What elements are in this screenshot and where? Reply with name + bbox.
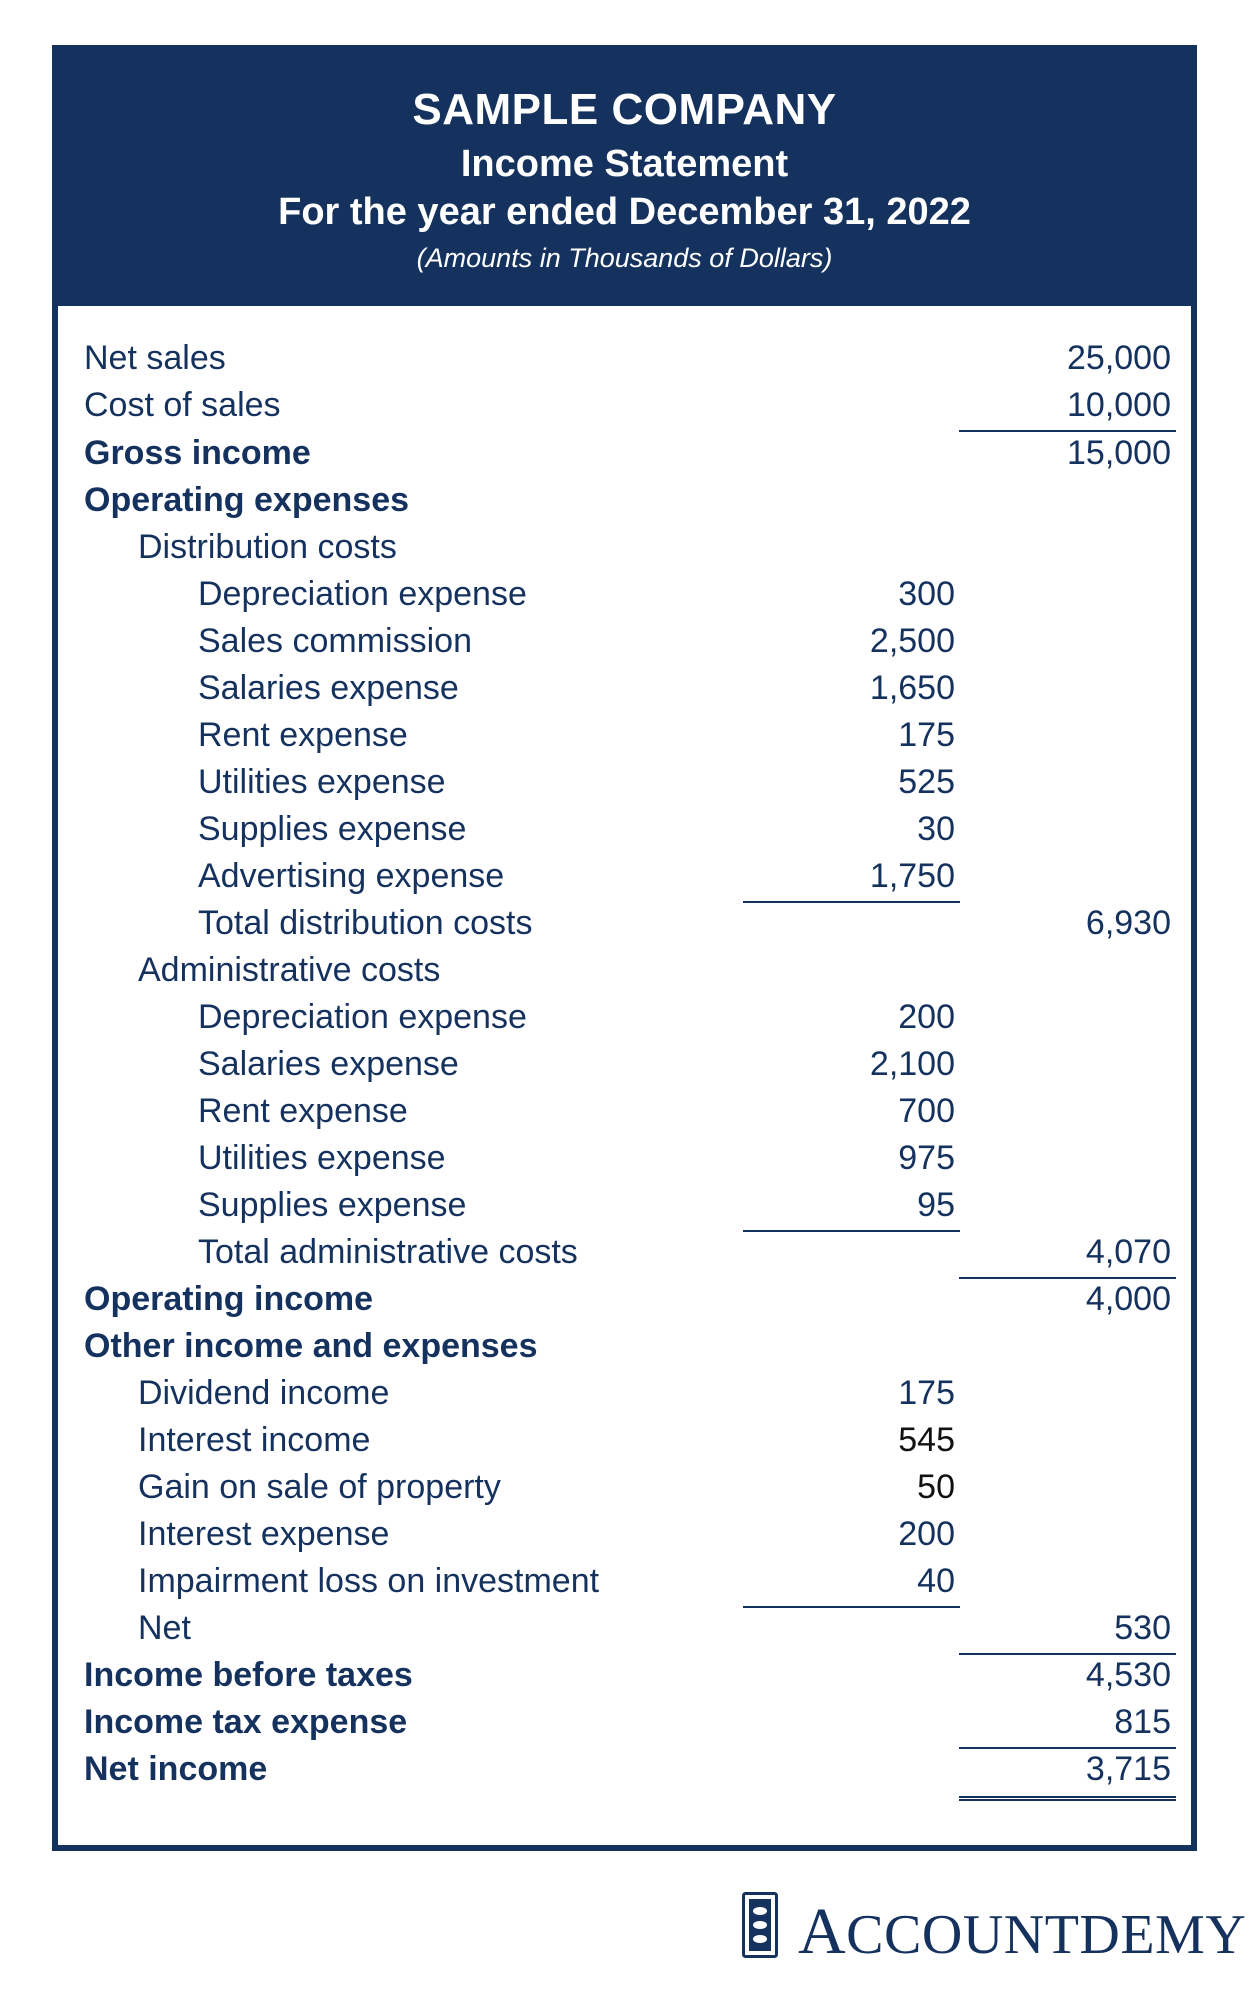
row-salaries-expense [58, 669, 1191, 717]
row-amount: 1,650 [869, 669, 955, 707]
row-amount: 525 [898, 763, 955, 801]
row-total: 815 [1114, 1703, 1171, 1741]
row-label: Distribution costs [138, 528, 397, 566]
row-total: 3,715 [1085, 1750, 1171, 1788]
row-utilities-expense [58, 763, 1191, 811]
row-net-sales [58, 339, 1191, 387]
row-label: Rent expense [198, 716, 408, 754]
subtotal-rule [959, 430, 1176, 432]
row-salaries-expense [58, 1045, 1191, 1093]
row-interest-expense [58, 1515, 1191, 1563]
row-total: 4,000 [1085, 1280, 1171, 1318]
row-label: Income before taxes [84, 1656, 413, 1694]
row-label: Interest expense [138, 1515, 390, 1553]
company-name: SAMPLE COMPANY [412, 85, 837, 134]
row-amount: 545 [898, 1421, 955, 1459]
accountdemy-logo [742, 1886, 1247, 1968]
row-label: Advertising expense [198, 857, 505, 895]
amounts-note: (Amounts in Thousands of Dollars) [416, 243, 833, 273]
row-label: Salaries expense [198, 1045, 459, 1083]
row-label: Gross income [84, 434, 311, 472]
subtotal-rule [959, 1653, 1176, 1655]
row-label: Salaries expense [198, 669, 459, 707]
row-label: Rent expense [198, 1092, 408, 1130]
row-amount: 2,500 [869, 622, 955, 660]
row-advertising-expense [58, 857, 1191, 905]
statement-header [58, 51, 1191, 306]
logo-rest: CCOUNTDEMY [846, 1904, 1247, 1966]
row-gross-income [58, 434, 1191, 482]
row-amount: 95 [917, 1186, 955, 1224]
statement-period: For the year ended December 31, 2022 [278, 191, 971, 233]
row-depreciation-expense [58, 575, 1191, 623]
row-distribution-costs-heading [58, 528, 1191, 576]
row-label: Supplies expense [198, 810, 467, 848]
row-dividend-income [58, 1374, 1191, 1422]
statement-title: Income Statement [460, 143, 789, 185]
row-label: Utilities expense [198, 1139, 446, 1177]
row-income-tax-expense [58, 1703, 1191, 1751]
row-amount: 50 [917, 1468, 955, 1506]
row-impairment-loss [58, 1562, 1191, 1610]
row-label: Depreciation expense [198, 998, 527, 1036]
row-utilities-expense [58, 1139, 1191, 1187]
row-amount: 2,100 [869, 1045, 955, 1083]
row-rent-expense [58, 716, 1191, 764]
row-cost-of-sales [58, 386, 1191, 434]
row-amount: 1,750 [869, 857, 955, 895]
row-label: Net income [84, 1750, 268, 1788]
row-amount: 175 [898, 1374, 955, 1412]
row-operating-expenses-heading [58, 481, 1191, 529]
row-net-other [58, 1609, 1191, 1657]
row-label: Cost of sales [84, 386, 281, 424]
row-administrative-costs-heading [58, 951, 1191, 999]
row-amount: 40 [917, 1562, 955, 1600]
row-operating-income [58, 1280, 1191, 1328]
row-amount: 975 [898, 1139, 955, 1177]
subtotal-rule [959, 1747, 1176, 1749]
row-label: Impairment loss on investment [138, 1562, 600, 1600]
row-label: Gain on sale of property [138, 1468, 501, 1506]
row-label: Net [138, 1609, 191, 1647]
row-label: Other income and expenses [84, 1327, 538, 1365]
row-label: Operating income [84, 1280, 374, 1318]
row-amount: 30 [917, 810, 955, 848]
subtotal-rule [743, 1606, 960, 1608]
row-amount: 175 [898, 716, 955, 754]
row-total: 10,000 [1067, 386, 1171, 424]
row-label: Administrative costs [138, 951, 441, 989]
row-rent-expense [58, 1092, 1191, 1140]
row-total-distribution-costs [58, 904, 1191, 952]
row-depreciation-expense [58, 998, 1191, 1046]
row-total: 4,530 [1085, 1656, 1171, 1694]
row-amount: 200 [898, 998, 955, 1036]
row-total: 530 [1114, 1609, 1171, 1647]
accountdemy-logo-icon [742, 1892, 778, 1958]
row-label: Depreciation expense [198, 575, 527, 613]
row-label: Operating expenses [84, 481, 410, 519]
accountdemy-wordmark [798, 1894, 1246, 1970]
row-amount: 700 [898, 1092, 955, 1130]
row-label: Total administrative costs [198, 1233, 578, 1271]
logo-initial: A [798, 1895, 847, 1968]
row-supplies-expense [58, 810, 1191, 858]
row-total: 25,000 [1067, 339, 1171, 377]
row-gain-on-sale [58, 1468, 1191, 1516]
row-label: Total distribution costs [198, 904, 533, 942]
row-net-income [58, 1750, 1191, 1798]
row-label: Utilities expense [198, 763, 446, 801]
row-sales-commission [58, 622, 1191, 670]
row-income-before-taxes [58, 1656, 1191, 1704]
row-label: Net sales [84, 339, 226, 377]
row-label: Dividend income [138, 1374, 390, 1412]
net-income-double-rule [959, 1796, 1176, 1801]
row-other-income-heading [58, 1327, 1191, 1375]
row-supplies-expense [58, 1186, 1191, 1234]
income-statement-card [52, 45, 1197, 1851]
row-amount: 300 [898, 575, 955, 613]
row-interest-income [58, 1421, 1191, 1469]
row-label: Income tax expense [84, 1703, 408, 1741]
row-label: Interest income [138, 1421, 371, 1459]
subtotal-rule [743, 1230, 960, 1232]
subtotal-rule [959, 1277, 1176, 1279]
row-total-administrative-costs [58, 1233, 1191, 1281]
row-total: 4,070 [1085, 1233, 1171, 1271]
row-total: 6,930 [1085, 904, 1171, 942]
row-label: Sales commission [198, 622, 472, 660]
row-amount: 200 [898, 1515, 955, 1553]
row-total: 15,000 [1067, 434, 1171, 472]
row-label: Supplies expense [198, 1186, 467, 1224]
subtotal-rule [743, 901, 960, 903]
